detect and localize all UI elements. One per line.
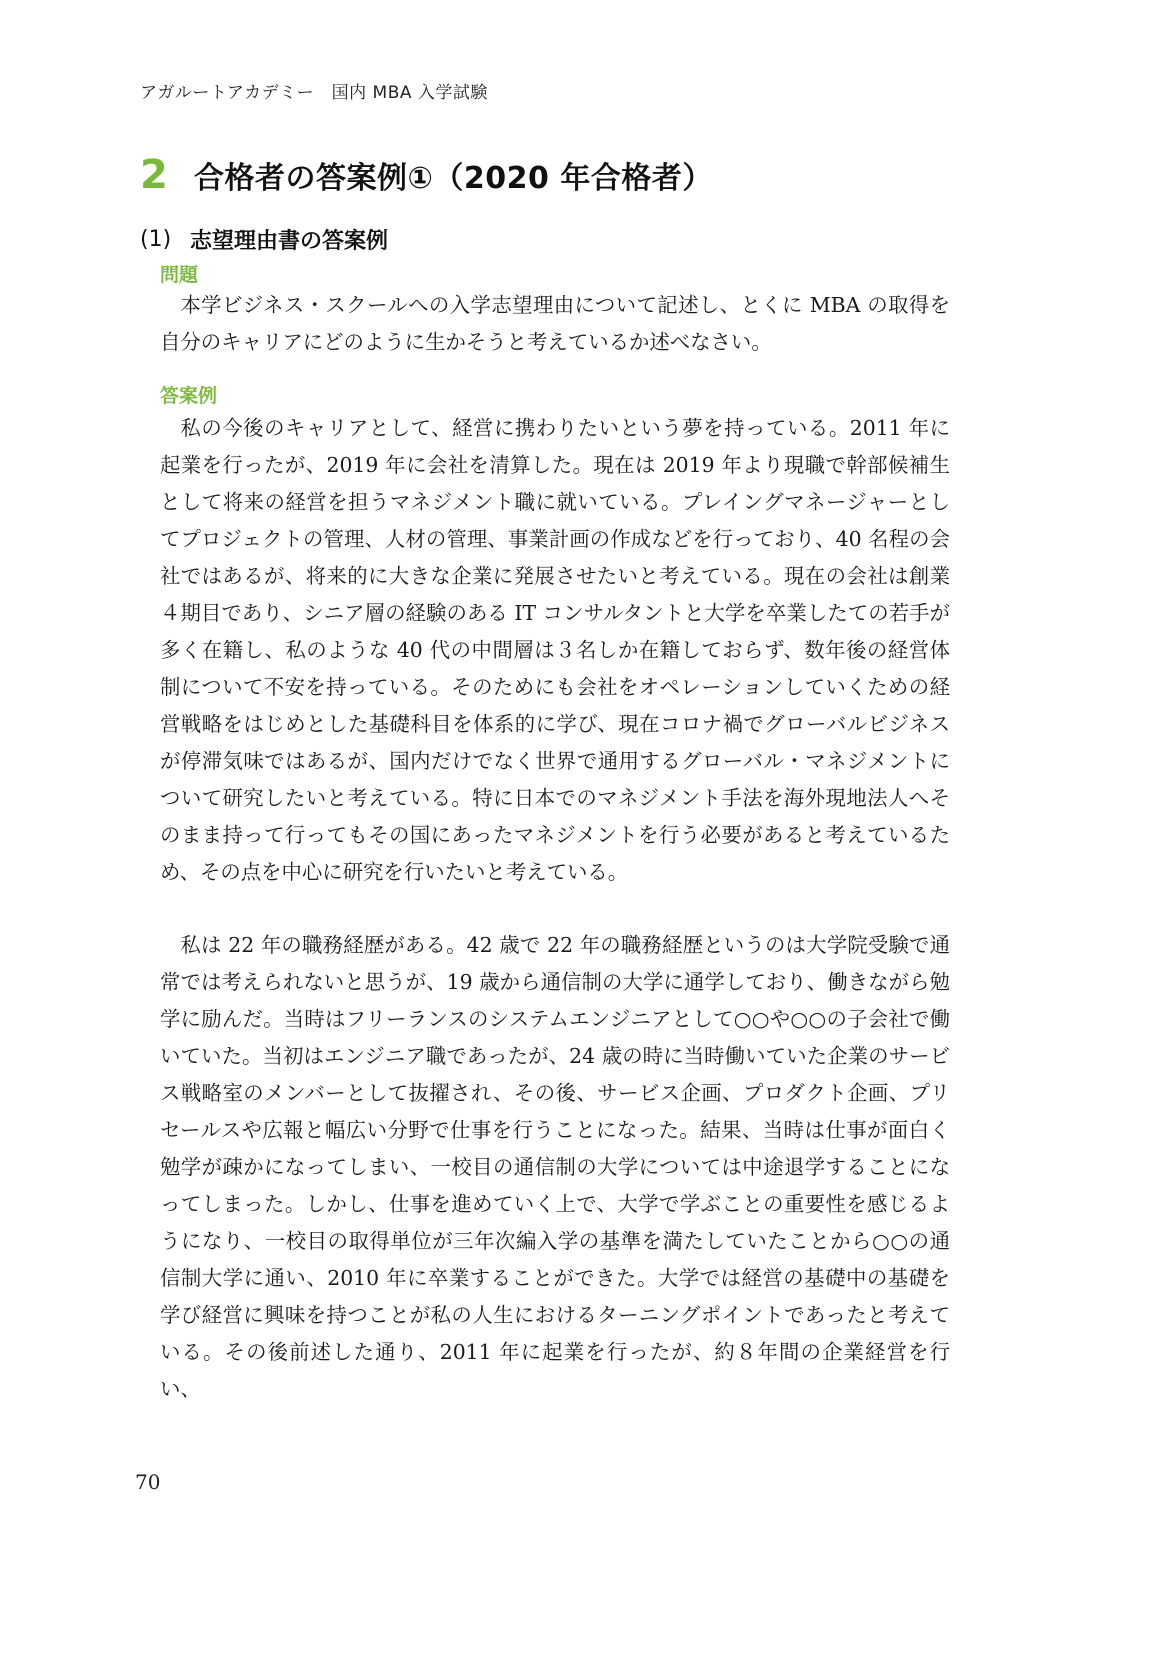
page-number: 70 [135,1470,161,1494]
question-label: 問題 [160,264,199,286]
answer-label: 答案例 [160,385,218,407]
answer-paragraph: 私は 22 年の職務経歴がある。42 歳で 22 年の職務経歴というのは大学院受験で通常では考えられないと思うが、19 歳から通信制の大学に通学しており、働きながら勉学に励んだ。当時はフリーランスのシステムエンジニアとして○○や○○の子会社で働いていた。当初はエンジニア職であったが、24 歳の時に当時働いていた企業のサービス戦略室のメンバーとして抜擢され、その後、サービス企画、プロダクト企画、プリセールスや広報と幅広い分野で仕事を行うことになった。結果、当時は仕事が面白く勉学が疎かになってしまい、一校目の通信制の大学については中途退学することになってしまった。しかし、仕事を進めていく上で、大学で学ぶことの重要性を感じるようになり、一校目の取得単位が三年次編入学の基準を満たしていたことから○○の通信制大学に通い、2010 年に卒業することができた。大学では経営の基礎中の基礎を学び経営に興味を持つことが私の人生におけるターニングポイントであったと考えている。その後前述した通り、2011 年に起業を行ったが、約８年間の企業経営を行い、 [160,933,950,1401]
section-number: (1) [140,227,172,252]
chapter-number: 2 [140,152,168,198]
section-heading [140,224,388,255]
answer-paragraph: 私の今後のキャリアとして、経営に携わりたいという夢を持っている。2011 年に起業を行ったが、2019 年に会社を清算した。現在は 2019 年より現職で幹部候補生として将来の経営を担うマネジメント職に就いている。プレイングマネージャーとしてプロジェクトの管理、人材の管理、事業計画の作成などを行っており、40 名程の会社ではあるが、将来的に大きな企業に発展させたいと考えている。現在の会社は創業４期目であり、シニア層の経験のある IT コンサルタントと大学を卒業したての若手が多く在籍し、私のような 40 代の中間層は３名しか在籍しておらず、数年後の経営体制について不安を持っている。そのためにも会社をオペレーションしていくための経営戦略をはじめとした基礎科目を体系的に学び、現在コロナ禍でグローバルビジネスが停滞気味ではあるが、国内だけでなく世界で通用するグローバル・マネジメントについて研究したいと考えている。特に日本でのマネジメント手法を海外現地法人へそのまま持って行ってもその国にあったマネジメントを行う必要があると考えているため、その点を中心に研究を行いたいと考えている。 [160,416,950,884]
chapter-title: 合格者の答案例①（2020 年合格者） [194,161,713,196]
section-title: 志望理由書の答案例 [190,229,389,254]
question-text: 本学ビジネス・スクールへの入学志望理由について記述し、とくに MBA の取得を自分のキャリアにどのように生かそうと考えているか述べなさい。 [160,293,950,354]
chapter-heading [140,150,713,200]
running-header: アガルートアカデミー 国内 MBA 入学試験 [140,83,488,103]
